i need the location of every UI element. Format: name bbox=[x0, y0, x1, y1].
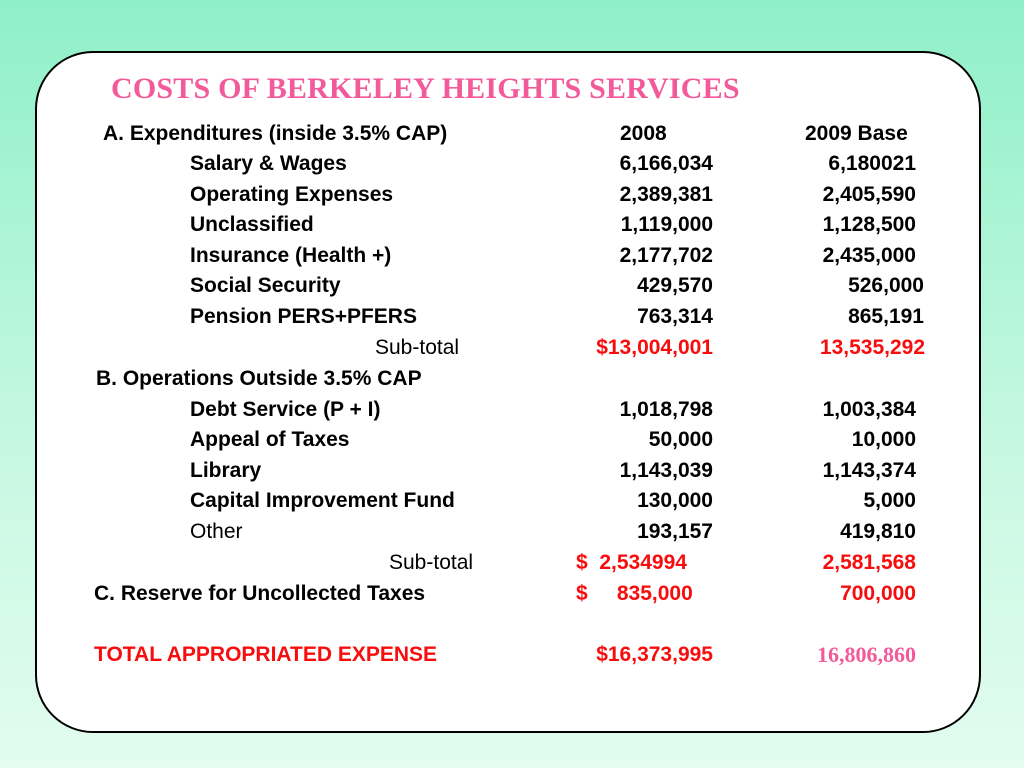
row-value-2008: 763,314 bbox=[637, 305, 713, 328]
column-header-2008: 2008 bbox=[620, 122, 667, 145]
subtotal-value-2009: 13,535,292 bbox=[819, 336, 925, 359]
page-title: COSTS OF BERKELEY HEIGHTS SERVICES bbox=[111, 72, 740, 105]
row-value-2009: 419,810 bbox=[840, 520, 916, 543]
total-value-2008: $16,373,995 bbox=[596, 643, 713, 666]
row-value-2009: 1,003,384 bbox=[822, 398, 916, 421]
row-value-2009: 865,191 bbox=[848, 305, 924, 328]
total-value-2009: 16,806,860 bbox=[817, 642, 916, 667]
row-label: Library bbox=[190, 459, 262, 482]
subtotal-value-2008: $ 2,534994 bbox=[576, 551, 687, 574]
row-value-2009: 6,180021 bbox=[828, 152, 916, 175]
row-value-2009: 10,000 bbox=[851, 428, 916, 451]
row-value-2008: 6,166,034 bbox=[619, 152, 713, 175]
row-label: Appeal of Taxes bbox=[190, 428, 350, 451]
row-label: Operating Expenses bbox=[190, 183, 394, 206]
section-c-value-2008: $ 835,000 bbox=[576, 582, 693, 605]
section-b-heading: B. Operations Outside 3.5% CAP bbox=[96, 367, 422, 390]
row-value-2008: 193,157 bbox=[637, 520, 713, 543]
row-value-2008: 1,018,798 bbox=[619, 398, 713, 421]
row-value-2009: 5,000 bbox=[863, 489, 916, 512]
row-label: Other bbox=[190, 520, 243, 543]
subtotal-label: Sub-total bbox=[375, 336, 460, 359]
row-label: Debt Service (P + I) bbox=[190, 398, 381, 421]
row-label: Insurance (Health +) bbox=[190, 244, 392, 267]
row-value-2008: 429,570 bbox=[637, 274, 713, 297]
row-label: Social Security bbox=[190, 274, 341, 297]
row-value-2009: 1,128,500 bbox=[822, 213, 916, 236]
row-value-2009: 2,435,000 bbox=[822, 244, 916, 267]
subtotal-label: Sub-total bbox=[389, 551, 474, 574]
column-header-2009: 2009 Base bbox=[805, 122, 908, 145]
row-value-2008: 2,177,702 bbox=[619, 244, 713, 267]
section-c-value-2009: 700,000 bbox=[840, 582, 916, 605]
row-label: Unclassified bbox=[190, 213, 314, 236]
row-value-2008: 2,389,381 bbox=[619, 183, 713, 206]
row-value-2008: 1,143,039 bbox=[619, 459, 713, 482]
row-label: Pension PERS+PFERS bbox=[190, 305, 417, 328]
total-label: TOTAL APPROPRIATED EXPENSE bbox=[94, 643, 438, 666]
row-label: Capital Improvement Fund bbox=[190, 489, 455, 512]
subtotal-value-2009: 2,581,568 bbox=[822, 551, 916, 574]
row-value-2009: 526,000 bbox=[848, 274, 924, 297]
section-c-label: C. Reserve for Uncollected Taxes bbox=[94, 582, 426, 605]
row-label: Salary & Wages bbox=[190, 152, 347, 175]
row-value-2009: 2,405,590 bbox=[822, 183, 916, 206]
row-value-2009: 1,143,374 bbox=[822, 459, 916, 482]
subtotal-value-2008: $13,004,001 bbox=[596, 336, 713, 359]
row-value-2008: 130,000 bbox=[637, 489, 713, 512]
row-value-2008: 1,119,000 bbox=[620, 213, 713, 236]
row-value-2008: 50,000 bbox=[648, 428, 713, 451]
section-a-heading: A. Expenditures (inside 3.5% CAP) bbox=[103, 122, 448, 145]
